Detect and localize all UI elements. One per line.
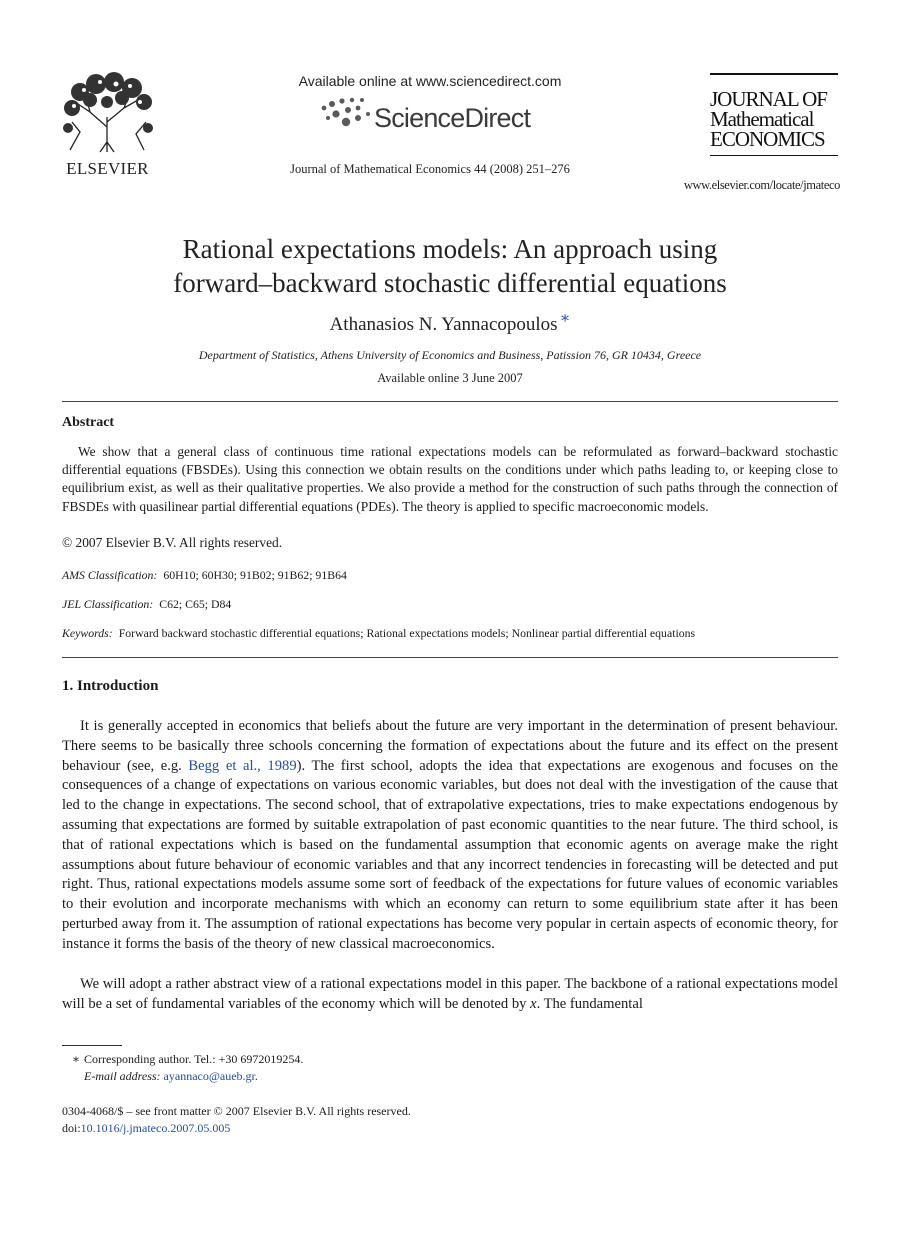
email-label: E-mail address: — [84, 1069, 161, 1083]
sciencedirect-logo[interactable] — [318, 94, 548, 134]
journal-logo-line-3: ECONOMICS — [710, 127, 825, 151]
jel-label: JEL Classification: — [62, 597, 154, 611]
elsevier-logo — [60, 72, 155, 179]
paragraph-2-text-a: We will adopt a rather abstract view of a rational expectations model in this paper. The backbone of a rational expectations model will be a set of fundamental variables of the economy which will be denoted by — [62, 976, 838, 1012]
journal-logo — [710, 73, 838, 156]
footnote-corresponding-text: Corresponding author. Tel.: +30 6972019254. — [84, 1052, 304, 1066]
abstract-text: We show that a general class of continuous time rational expectations models can be reformulated as forward–backward stochastic differential equations (FBSDEs). Using this connection we obtain results on the conditions under which paths leading to, or keeping close to equilibrium exist, as well as their qualitative properties. We also provide a method for the construction of such paths through the connection of FBSDEs with quasilinear partial differential equations (PDEs). The theory is applied to specific macroeconomic models. — [62, 444, 838, 514]
available-online-date: Available online 3 June 2007 — [377, 371, 523, 385]
paragraph-1-text-a: It is generally accepted in economics that beliefs about the future are very important in the determination of present behaviour. There seems to be basically three schools concerning the formation of expectations about the future and its effect on the present behaviour (see, e.g. — [62, 718, 838, 774]
jel-classification — [62, 597, 231, 612]
journal-logo-line-1: JOURNAL OF — [710, 87, 827, 111]
paragraph-2-text-b: . The fundamental — [536, 995, 643, 1012]
abstract-heading: Abstract — [62, 415, 115, 430]
email-end: . — [254, 1069, 258, 1083]
keywords-label: Keywords: — [62, 626, 113, 640]
author-line — [60, 309, 840, 336]
author-name: Athanasios N. Yannacopoulos — [329, 314, 558, 335]
elsevier-tree-icon — [60, 72, 155, 154]
elsevier-wordmark: ELSEVIER — [66, 159, 149, 178]
doi-link[interactable]: 10.1016/j.jmateco.2007.05.005 — [80, 1121, 231, 1135]
doi-line — [62, 1121, 230, 1136]
sciencedirect-dots-icon — [322, 98, 370, 126]
article-title-line-2: forward–backward stochastic differential equations — [173, 268, 727, 298]
abstract-copyright: © 2007 Elsevier B.V. All rights reserved. — [62, 535, 283, 550]
journal-logo-line-2: Mathematical — [710, 107, 814, 131]
journal-logo-text — [710, 89, 838, 149]
footnote-corresponding — [62, 1051, 303, 1067]
journal-logo-top-rule — [710, 73, 838, 75]
corresponding-author-mark[interactable]: ∗ — [559, 309, 571, 327]
available-online-text[interactable]: Available online at www.sciencedirect.com — [298, 73, 562, 89]
article-title-line-1: Rational expectations models: An approach using — [182, 234, 718, 264]
email-link[interactable]: ayannaco@aueb.gr — [163, 1069, 255, 1083]
article-title — [60, 232, 840, 300]
ams-value: 60H10; 60H30; 91B02; 91B62; 91B64 — [163, 568, 347, 582]
keywords-value: Forward backward stochastic differential equations; Rational expectations models; Nonlinear partial differential equations — [118, 626, 696, 640]
jel-value: C62; C65; D84 — [159, 597, 232, 611]
footnote-rule — [62, 1045, 122, 1046]
journal-url[interactable]: www.elsevier.com/locate/jmateco — [683, 178, 840, 192]
ams-classification — [62, 568, 347, 583]
introduction-heading: 1. Introduction — [62, 678, 159, 694]
footnote-email — [84, 1068, 258, 1084]
issn-line: 0304-4068/$ – see front matter © 2007 Elsevier B.V. All rights reserved. — [62, 1104, 411, 1118]
footnote-mark: ∗ — [71, 1052, 80, 1066]
author-affiliation: Department of Statistics, Athens University of Economics and Business, Patission 76, GR 10434, Greece — [198, 348, 702, 362]
divider-top — [62, 401, 838, 402]
introduction-paragraph-1 — [62, 717, 838, 955]
paragraph-1-text-b: ). The first school, adopts the idea that expectations are exogenous and focuses on the consequences of a change of expectations on various economic variables, but does not deal with the investigation of the cause that led to the change in expectations. The second school, that of extrapolative expectations, tries to make expectations endogenous by assuming that expectations are formed by suitable extrapolation of past economic quantities to the near future. The third school, is that of rational expectations which is based on the fundamental assumption that economic agents on average make the right assumptions about future behaviour of economic variables and that any incorrect tendencies in forecasting will be detected and put right. Thus, rational expectations models assume some sort of feedback of the expectations for future values of economic variables to their evolution and incorporate mechanisms with which an economy can return to some equilibrium state after it has been perturbed away from it. The assumption of rational expectations has become very popular in certain aspects of economic theory, for instance it forms the basis of the theory of new classical macroeconomics. — [62, 757, 838, 952]
keywords — [62, 626, 695, 641]
sciencedirect-wordmark: ScienceDirect — [374, 103, 531, 133]
journal-logo-bottom-rule — [710, 155, 838, 156]
citation-link-begg[interactable]: Begg et al., 1989 — [188, 757, 297, 774]
doi-label: doi: — [62, 1121, 81, 1135]
journal-citation: Journal of Mathematical Economics 44 (2008) 251–276 — [290, 162, 570, 176]
introduction-paragraph-2 — [62, 975, 838, 1015]
ams-label: AMS Classification: — [62, 568, 158, 582]
divider-bottom — [62, 657, 838, 658]
variable-x: x — [530, 995, 537, 1012]
